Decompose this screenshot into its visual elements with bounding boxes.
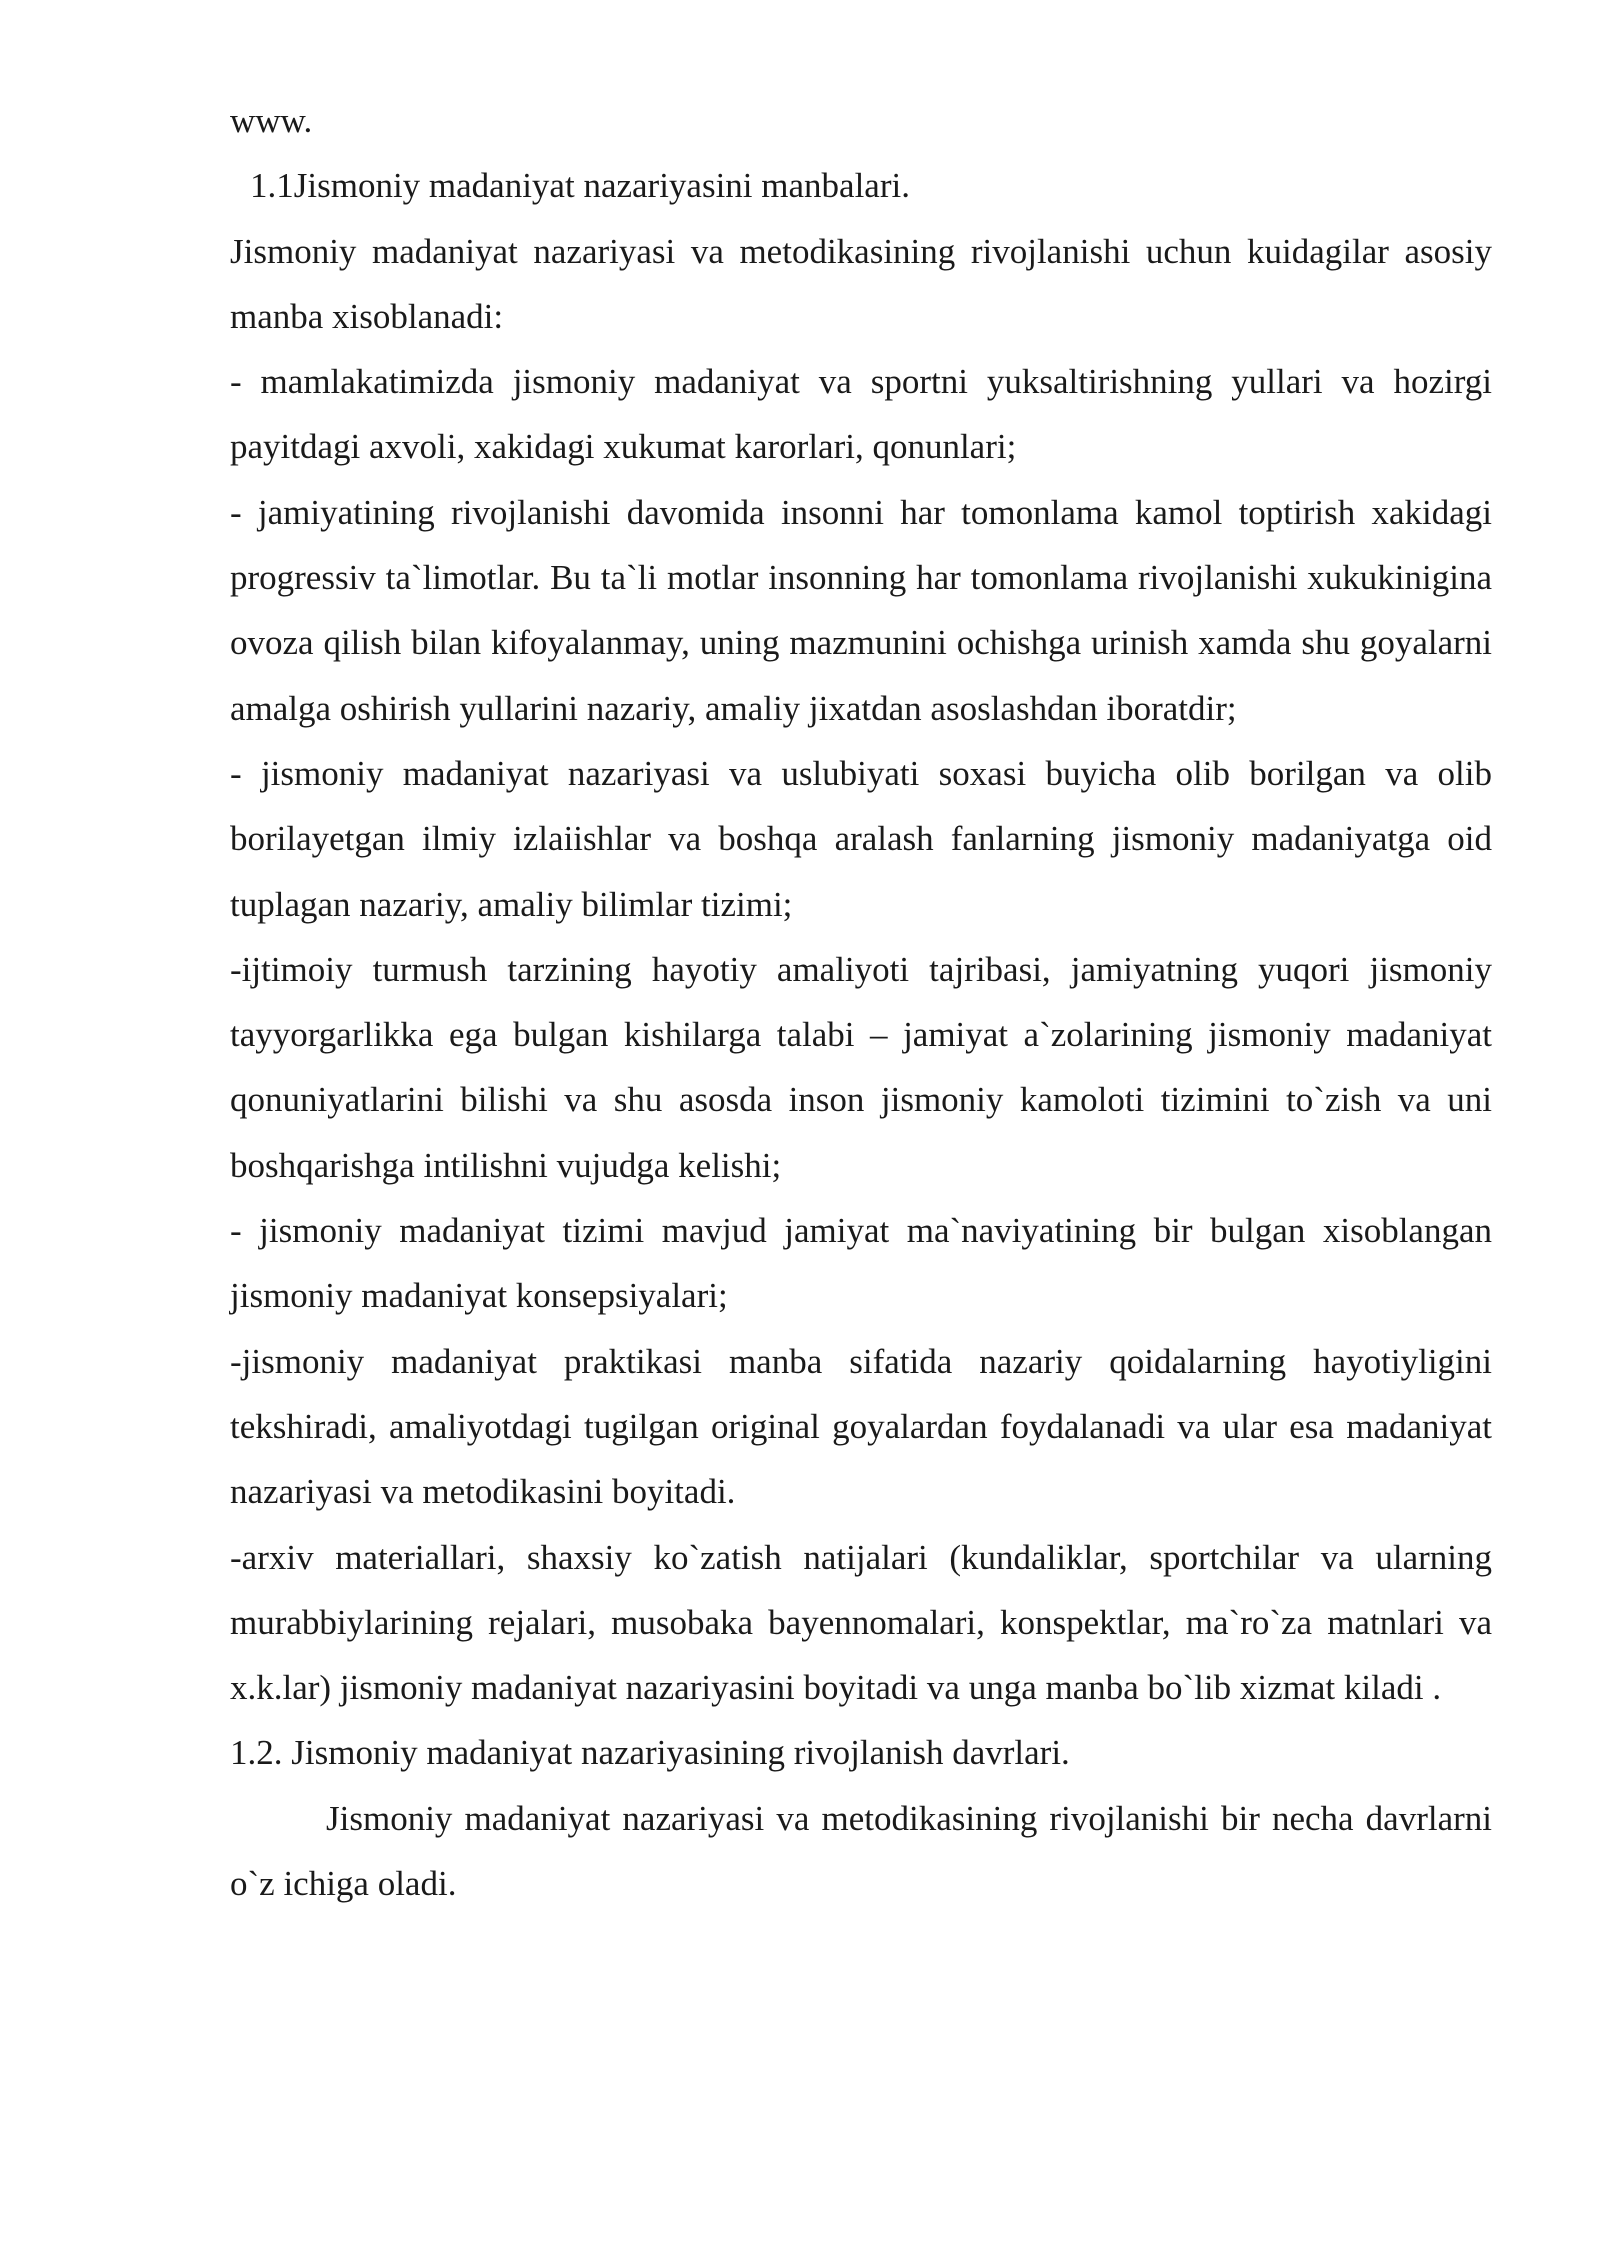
paragraph-concepts: - jismoniy madaniyat tizimi mavjud jamiyat ma`naviyatining bir bulgan xisoblangan jismoniy madaniyat konsepsiyalari; (230, 1211, 1492, 1316)
paragraph-government-decisions: - mamlakatimizda jismoniy madaniyat va sportni yuksaltirishning yullari va hozirgi payitdagi axvoli, xakidagi xukumat karorlari, qonunlari; (230, 362, 1492, 467)
paragraph-progressive-teachings: - jamiyatining rivojlanishi davomida insonni har tomonlama kamol toptirish xakidagi progressiv ta`limotlar. Bu ta`li motlar insonning har tomonlama rivojlanishi xukukinigina ovoza qilish bilan kifoyalanmay, uning mazmunini ochishga urinish xamda shu goyalarni amalga oshirish yullarini nazariy, amaliy jixatdan asoslashdan iboratdir; (230, 492, 1492, 728)
paragraph-scientific-research: - jismoniy madaniyat nazariyasi va uslubiyati soxasi buyicha olib borilgan va olib borilayetgan ilmiy izlaiishlar va boshqa aralash fanlarning jismoniy madaniyatga oid tuplagan nazariy, amaliy bilimlar tizimi; (230, 753, 1492, 924)
document-page (230, 88, 1492, 1916)
section-heading-1-2: 1.2. Jismoniy madaniyat nazariyasining rivojlanish davrlari. (230, 1733, 1070, 1773)
paragraph-practice-source: -jismoniy madaniyat praktikasi manba sifatida nazariy qoidalarning hayotiyligini tekshiradi, amaliyotdagi tugilgan original goyalardan foydalanadi va ular esa madaniyat nazariyasi va metodikasini boyitadi. (230, 1341, 1492, 1512)
paragraph-archive-materials: -arxiv materiallari, shaxsiy ko`zatish natijalari (kundaliklar, sportchilar va ularning murabbiylarining rejalari, musobaka bayennomalari, konspektlar, ma`ro`za matnlari va x.k.lar) jismoniy madaniyat nazariyasini boyitadi va unga manba bo`lib xizmat kiladi . (230, 1537, 1492, 1708)
paragraph-sources-intro: Jismoniy madaniyat nazariyasi va metodikasining rivojlanishi uchun kuidagilar asosiy manba xisoblanadi: (230, 231, 1492, 336)
section-heading-1-1: 1.1Jismoniy madaniyat nazariyasini manbalari. (250, 166, 910, 206)
paragraph-social-practice: -ijtimoiy turmush tarzining hayotiy amaliyoti tajribasi, jamiyatning yuqori jismoniy tayyorgarlikka ega bulgan kishilarga talabi – jamiyat a`zolarining jismoniy madaniyat qonuniyatlarini bilishi va shu asosda inson jismoniy kamoloti tizimini to`zish va uni boshqarishga intilishni vujudga kelishi; (230, 949, 1492, 1185)
header-fragment: www. (230, 101, 313, 140)
paragraph-periods: Jismoniy madaniyat nazariyasi va metodikasining rivojlanishi bir necha davrlarni o`z ichiga oladi. (230, 1798, 1492, 1904)
